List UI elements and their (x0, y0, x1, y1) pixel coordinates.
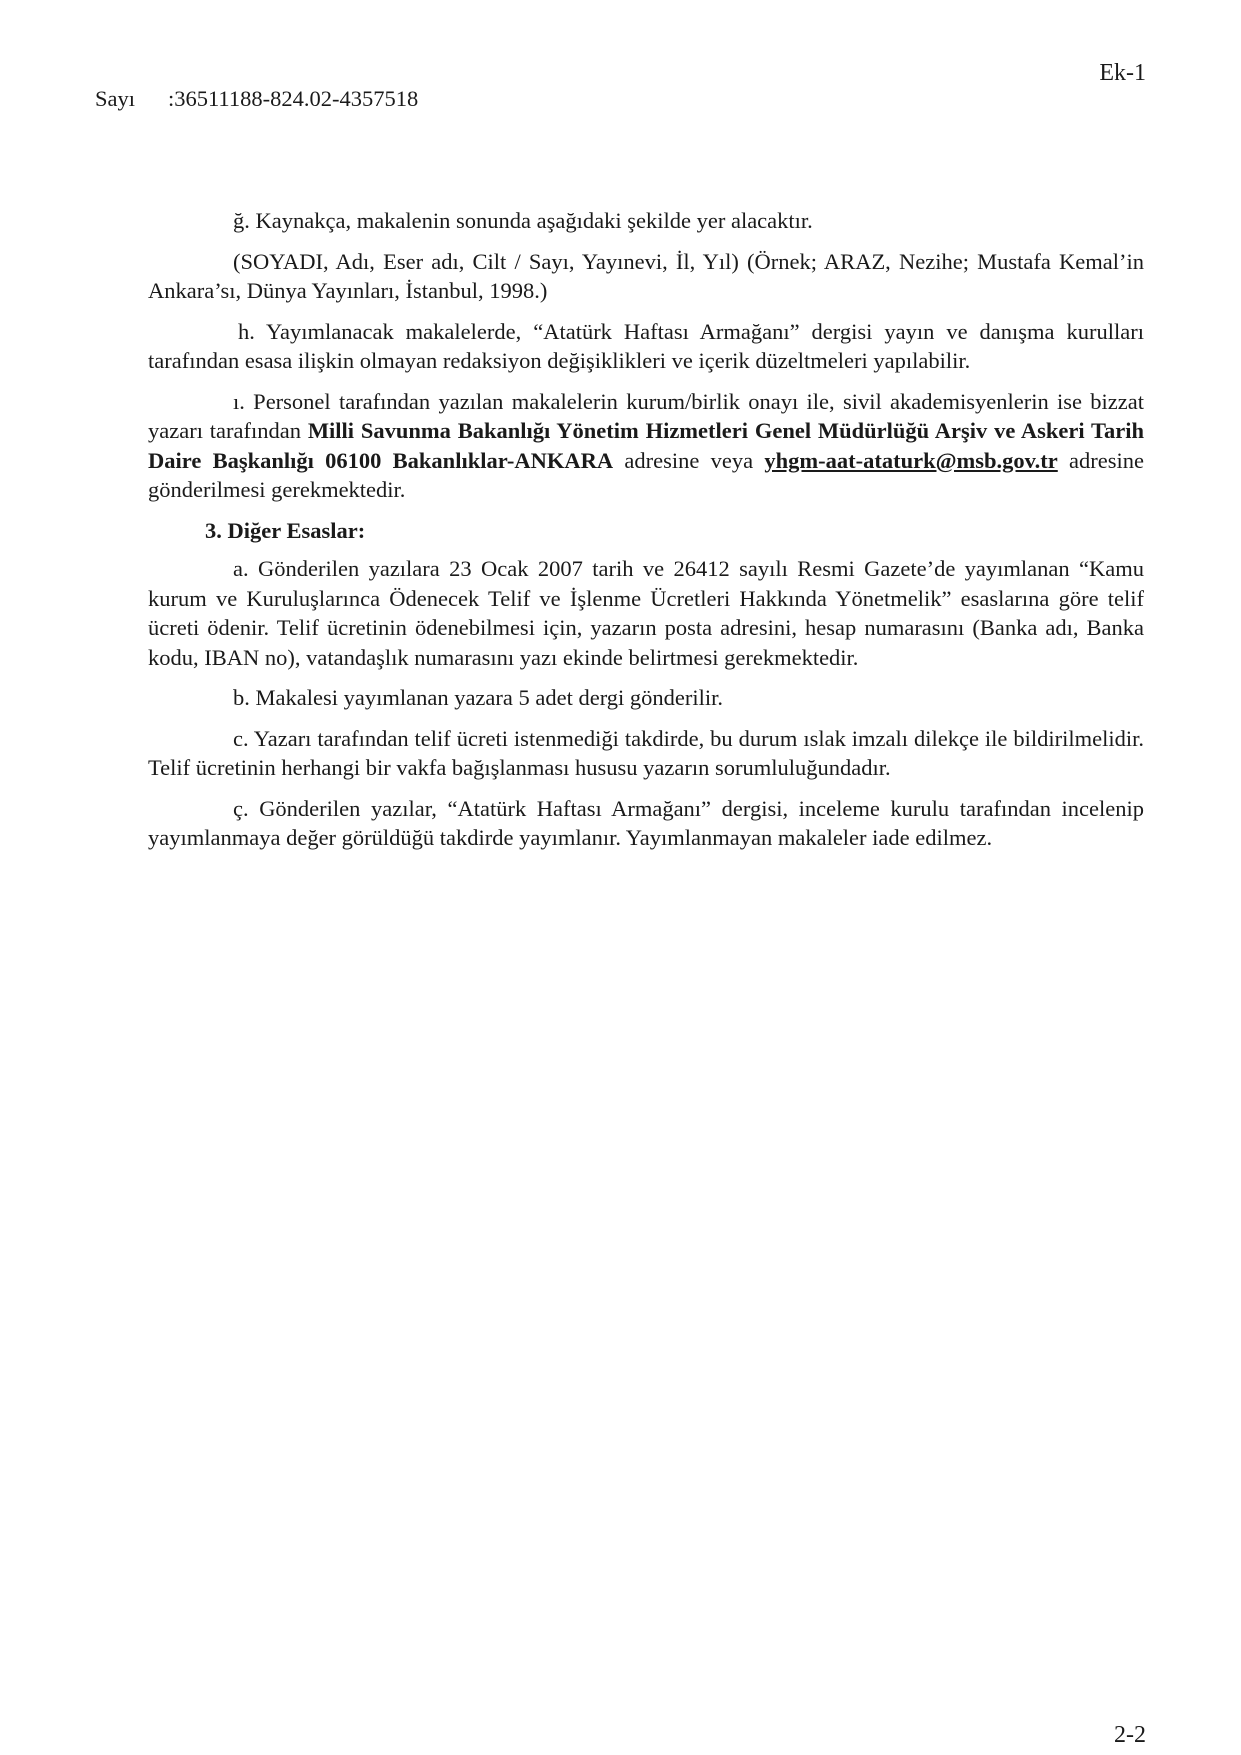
item-i-text-start: ı. Personel tarafından yazılan makalelerin kurum/birlik onayı ile, sivil akademisyenlerin ise bizzat yazarı tarafından (148, 388, 1144, 443)
reference-label: Sayı (95, 86, 136, 111)
reference-number: :36511188-824.02-4357518 (168, 86, 419, 111)
item-a-copyright-fee: a. Gönderilen yazılara 23 Ocak 2007 tarih ve 26412 sayılı Resmi Gazete’de yayımlanan “Kamu kurum ve Kuruluşlarınca Ödenecek Telif ve İşlenme Ücretleri Hakkında Yönetmelik” esaslarına göre telif ücreti ödenir. Telif ücretinin ödenebilmesi için, yazarın posta adresini, hesap numarasını (Banka adı, Banka kodu, IBAN no), vatandaşlık numarasını yazı ekinde belirtmesi gerekmektedir. (148, 556, 1144, 670)
item-g-bibliography: ğ. Kaynakça, makalenin sonunda aşağıdaki şekilde yer alacaktır. (233, 208, 813, 233)
document-body (148, 206, 1144, 864)
page-number: 2-2 (1114, 1722, 1146, 1748)
item-c-fee-waiver: c. Yazarı tarafından telif ücreti istenmediği takdirde, bu durum ıslak imzalı dilekçe ile bildirilmelidir. Telif ücretinin herhangi bir vakfa bağışlanması hususu yazarın sorumluluğundadır. (148, 725, 1144, 780)
submission-postal-address: Milli Savunma Bakanlığı Yönetim Hizmetleri Genel Müdürlüğü Arşiv ve Askeri Tarih Daire Başkanlığı 06100 Bakanlıklar-ANKARA (148, 418, 1144, 473)
item-cc-review: ç. Gönderilen yazılar, “Atatürk Haftası Armağanı” dergisi, inceleme kurulu tarafından incelenip yayımlanmaya değer görüldüğü takdirde yayımlanır. Yayımlanmayan makaleler iade edilmez. (148, 795, 1144, 850)
section-3-heading: 3. Diğer Esaslar: (205, 517, 366, 543)
item-h-editing: h. Yayımlanacak makalelerde, “Atatürk Haftası Armağanı” dergisi yayın ve danışma kurulları tarafından esasa ilişkin olmayan redaksiyon değişiklikleri ve içerik düzeltmeleri yapılabilir. (148, 318, 1144, 373)
item-b-copies: b. Makalesi yayımlanan yazara 5 adet dergi gönderilir. (233, 685, 724, 710)
reference-number-line (95, 86, 418, 112)
submission-email-link[interactable]: yhgm-aat-ataturk@msb.gov.tr (764, 447, 1058, 473)
item-i-submission (148, 387, 1144, 505)
annex-label: Ek-1 (1099, 60, 1146, 86)
item-i-text-middle: adresine veya (613, 447, 765, 473)
item-g-bibliography-example: (SOYADI, Adı, Eser adı, Cilt / Sayı, Yayınevi, İl, Yıl) (Örnek; ARAZ, Nezihe; Mustafa Kemal’in Ankara’sı, Dünya Yayınları, İstanbul, 1998.) (148, 248, 1144, 303)
item-i-text-end: adresine gönderilmesi gerekmektedir. (148, 447, 1144, 502)
